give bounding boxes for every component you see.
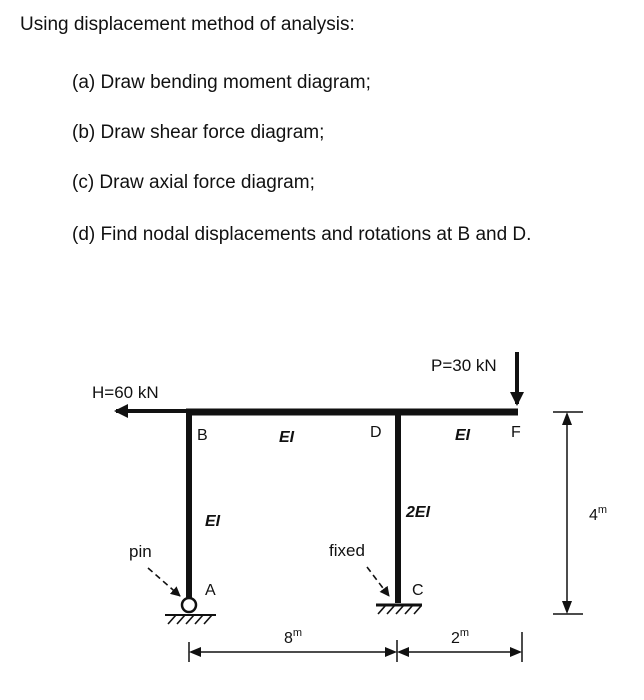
node-label-A: A xyxy=(205,582,216,599)
stiffness-beam-DF: EI xyxy=(455,427,471,444)
node-label-F: F xyxy=(511,424,521,441)
problem-intro: Using displacement method of analysis: xyxy=(20,14,355,35)
load-P-label: P=30 kN xyxy=(431,356,497,375)
node-label-C: C xyxy=(412,582,424,599)
fixed-support-C xyxy=(376,605,422,614)
node-label-D: D xyxy=(370,424,382,441)
stiffness-column-AB: EI xyxy=(205,513,221,530)
dimension-span-AC: 8$^m$ xyxy=(284,627,303,647)
fixed-callout-arrow xyxy=(367,567,389,596)
stiffness-column-CD: 2EI xyxy=(406,504,431,521)
task-a: (a) Draw bending moment diagram; xyxy=(72,72,371,93)
support-label-fixed: fixed xyxy=(329,541,365,560)
load-H-label: H=60 kN xyxy=(92,383,159,402)
stiffness-beam-BD: EI xyxy=(279,429,295,446)
dimension-horizontal xyxy=(189,632,522,662)
dimension-vertical xyxy=(553,412,583,614)
dimension-span-CF: 2$^m$ xyxy=(451,627,470,647)
task-b: (b) Draw shear force diagram; xyxy=(72,122,325,143)
dimension-height: 4$^m$ xyxy=(589,504,608,524)
pin-support-A xyxy=(165,598,216,624)
task-c: (c) Draw axial force diagram; xyxy=(72,172,315,193)
pin-callout-arrow xyxy=(148,568,180,596)
task-d: (d) Find nodal displacements and rotations at B and D. xyxy=(72,224,532,245)
node-label-B: B xyxy=(197,427,208,444)
support-label-pin: pin xyxy=(129,542,152,561)
